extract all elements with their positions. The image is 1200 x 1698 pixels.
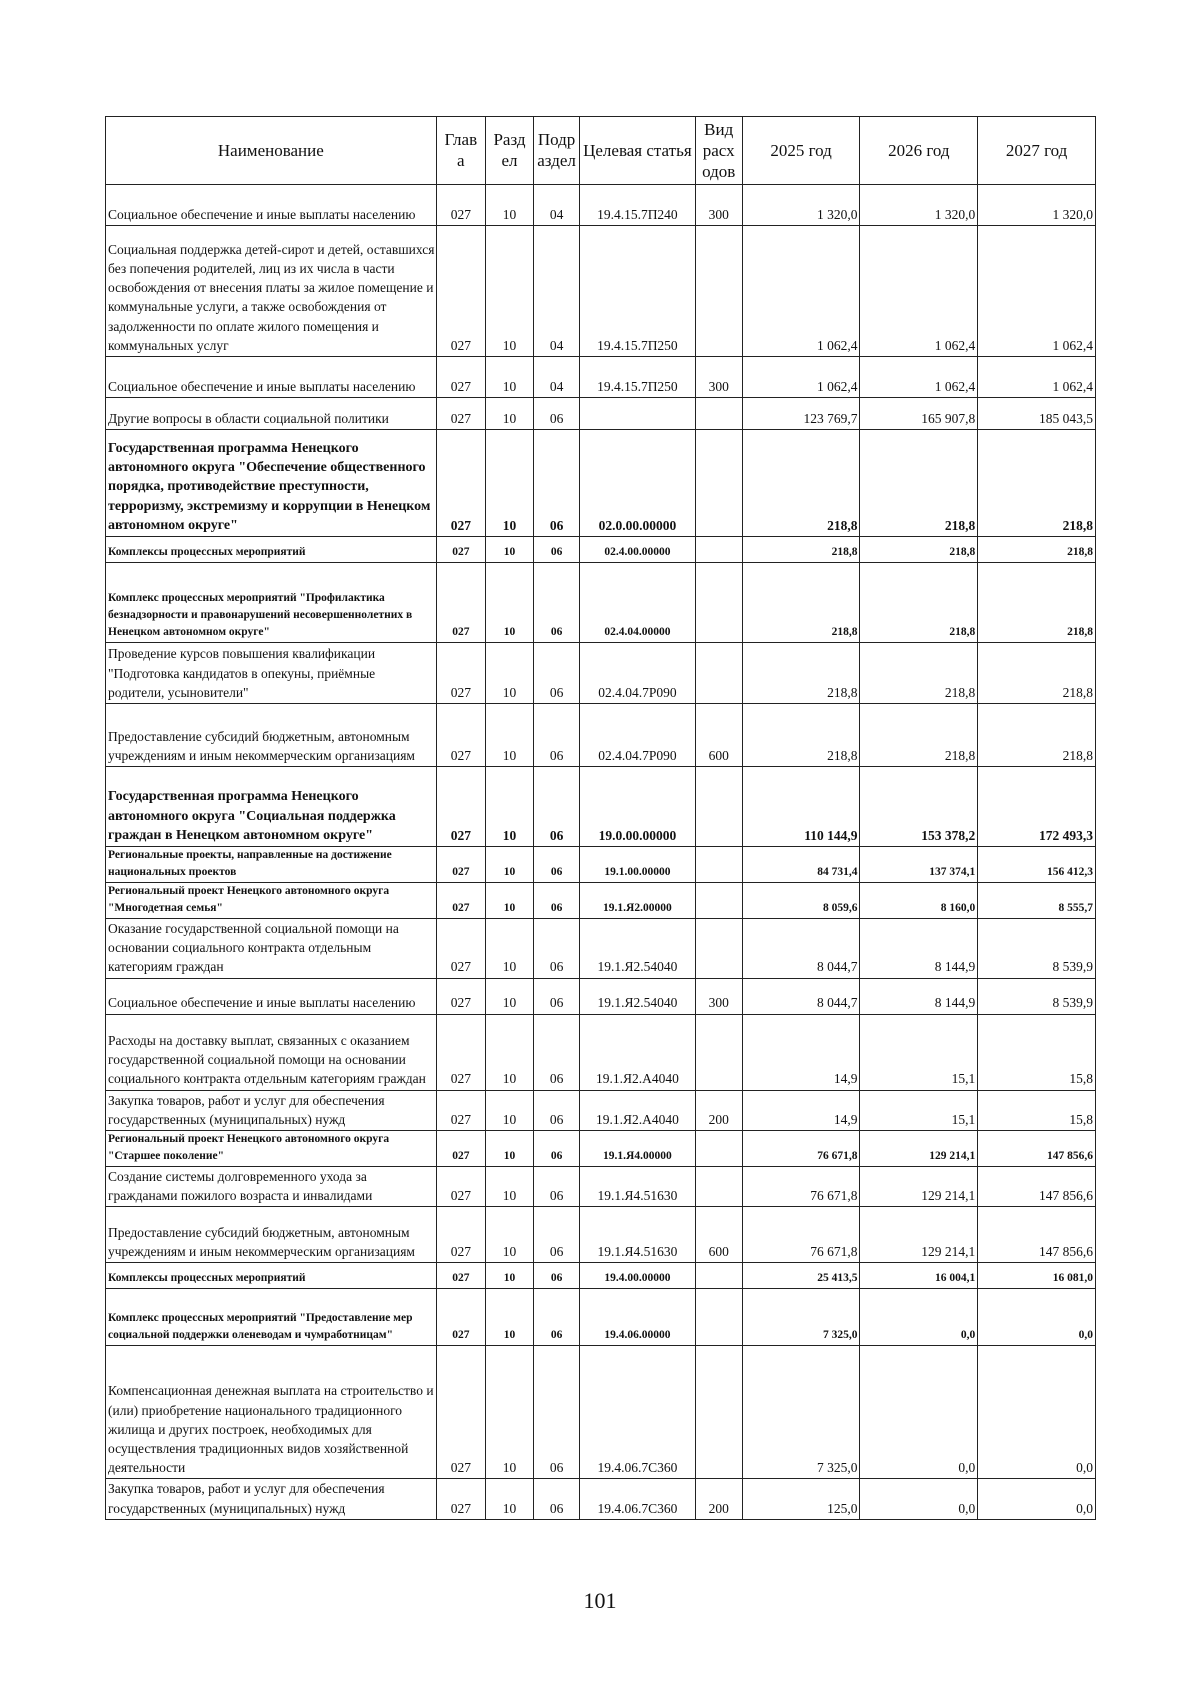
cell-y2026: 218,8 — [860, 704, 978, 767]
cell-gl: 027 — [436, 1263, 485, 1289]
cell-pr: 06 — [534, 767, 580, 847]
table-row — [106, 357, 1096, 398]
cell-rz: 10 — [485, 1346, 533, 1479]
cell-vr: 200 — [695, 1090, 742, 1130]
cell-cs: 02.0.00.00000 — [580, 430, 696, 537]
cell-cs: 02.4.04.7Р090 — [580, 643, 696, 704]
cell-y2025: 1 062,4 — [742, 226, 860, 357]
table-row — [106, 643, 1096, 704]
cell-gl: 027 — [436, 398, 485, 430]
cell-y2027: 185 043,5 — [978, 398, 1096, 430]
cell-vr: 300 — [695, 357, 742, 398]
cell-y2025: 14,9 — [742, 1014, 860, 1090]
header-glava: Глав а — [436, 117, 485, 185]
cell-gl: 027 — [436, 185, 485, 226]
cell-name: Закупка товаров, работ и услуг для обеспечения государственных (муниципальных) нужд — [106, 1479, 437, 1519]
cell-rz: 10 — [485, 847, 533, 883]
cell-rz: 10 — [485, 357, 533, 398]
cell-rz: 10 — [485, 1090, 533, 1130]
cell-y2027: 0,0 — [978, 1346, 1096, 1479]
cell-y2025: 7 325,0 — [742, 1289, 860, 1346]
table-row — [106, 537, 1096, 563]
cell-name: Комплекс процессных мероприятий "Профилактика безнадзорности и правонарушений несовершеннолетних в Ненецком автономном округе" — [106, 563, 437, 643]
cell-name: Закупка товаров, работ и услуг для обеспечения государственных (муниципальных) нужд — [106, 1090, 437, 1130]
cell-name: Региональный проект Ненецкого автономного округа "Старшее поколение" — [106, 1131, 437, 1167]
cell-name: Социальное обеспечение и иные выплаты населению — [106, 978, 437, 1014]
cell-vr — [695, 563, 742, 643]
cell-y2026: 218,8 — [860, 430, 978, 537]
cell-y2025: 218,8 — [742, 430, 860, 537]
cell-rz: 10 — [485, 1167, 533, 1207]
cell-pr: 06 — [534, 1289, 580, 1346]
cell-vr — [695, 883, 742, 919]
cell-pr: 04 — [534, 357, 580, 398]
cell-pr: 06 — [534, 430, 580, 537]
cell-y2025: 8 044,7 — [742, 978, 860, 1014]
cell-vr: 600 — [695, 1207, 742, 1263]
table-row — [106, 1014, 1096, 1090]
cell-rz: 10 — [485, 704, 533, 767]
cell-vr — [695, 1263, 742, 1289]
cell-rz: 10 — [485, 563, 533, 643]
cell-pr: 06 — [534, 643, 580, 704]
cell-vr: 600 — [695, 704, 742, 767]
cell-pr: 06 — [534, 1014, 580, 1090]
cell-y2027: 218,8 — [978, 704, 1096, 767]
table-row — [106, 847, 1096, 883]
cell-cs: 02.4.04.00000 — [580, 563, 696, 643]
cell-y2026: 137 374,1 — [860, 847, 978, 883]
cell-y2027: 1 320,0 — [978, 185, 1096, 226]
budget-table-wrapper — [105, 116, 1096, 1520]
cell-rz: 10 — [485, 1289, 533, 1346]
cell-rz: 10 — [485, 1207, 533, 1263]
cell-rz: 10 — [485, 430, 533, 537]
cell-y2026: 8 144,9 — [860, 919, 978, 979]
cell-y2026: 153 378,2 — [860, 767, 978, 847]
cell-y2027: 8 555,7 — [978, 883, 1096, 919]
cell-y2025: 110 144,9 — [742, 767, 860, 847]
cell-y2027: 147 856,6 — [978, 1207, 1096, 1263]
cell-gl: 027 — [436, 563, 485, 643]
cell-gl: 027 — [436, 430, 485, 537]
cell-y2027: 156 412,3 — [978, 847, 1096, 883]
cell-cs: 19.4.06.00000 — [580, 1289, 696, 1346]
cell-cs: 02.4.04.7Р090 — [580, 704, 696, 767]
cell-gl: 027 — [436, 847, 485, 883]
table-row — [106, 1346, 1096, 1479]
cell-vr — [695, 1289, 742, 1346]
table-row — [106, 704, 1096, 767]
cell-y2026: 218,8 — [860, 537, 978, 563]
cell-y2026: 0,0 — [860, 1479, 978, 1519]
cell-gl: 027 — [436, 643, 485, 704]
table-body — [106, 185, 1096, 1520]
cell-cs: 19.4.06.7С360 — [580, 1346, 696, 1479]
cell-name: Предоставление субсидий бюджетным, автономным учреждениям и иным некоммерческим организациям — [106, 704, 437, 767]
table-row — [106, 563, 1096, 643]
cell-y2025: 7 325,0 — [742, 1346, 860, 1479]
cell-name: Компенсационная денежная выплата на строительство и (или) приобретение национального традиционного жилища и других построек, необходимых для осуществления традиционных видов хозяйственной деятельности — [106, 1346, 437, 1479]
cell-y2026: 218,8 — [860, 643, 978, 704]
header-razdel: Разд ел — [485, 117, 533, 185]
cell-cs: 19.4.15.7П250 — [580, 357, 696, 398]
table-row — [106, 1167, 1096, 1207]
cell-name: Государственная программа Ненецкого автономного округа "Обеспечение общественного порядка, противодействие преступности, терроризму, экстремизму и коррупции в Ненецком автономном округе" — [106, 430, 437, 537]
table-row — [106, 1263, 1096, 1289]
cell-y2026: 129 214,1 — [860, 1167, 978, 1207]
cell-cs: 19.1.Я2.54040 — [580, 919, 696, 979]
cell-rz: 10 — [485, 1131, 533, 1167]
cell-gl: 027 — [436, 883, 485, 919]
table-row — [106, 1131, 1096, 1167]
cell-rz: 10 — [485, 978, 533, 1014]
cell-vr — [695, 847, 742, 883]
cell-cs: 19.1.Я4.51630 — [580, 1207, 696, 1263]
table-row — [106, 1090, 1096, 1130]
cell-vr — [695, 1167, 742, 1207]
header-year-2026: 2026 год — [860, 117, 978, 185]
cell-name: Предоставление субсидий бюджетным, автономным учреждениям и иным некоммерческим организациям — [106, 1207, 437, 1263]
cell-y2025: 218,8 — [742, 537, 860, 563]
cell-y2027: 15,8 — [978, 1014, 1096, 1090]
cell-y2026: 8 144,9 — [860, 978, 978, 1014]
header-year-2025: 2025 год — [742, 117, 860, 185]
cell-name: Региональные проекты, направленные на достижение национальных проектов — [106, 847, 437, 883]
cell-y2027: 147 856,6 — [978, 1131, 1096, 1167]
cell-gl: 027 — [436, 1131, 485, 1167]
cell-cs: 19.4.00.00000 — [580, 1263, 696, 1289]
cell-gl: 027 — [436, 704, 485, 767]
cell-name: Социальная поддержка детей-сирот и детей, оставшихся без попечения родителей, лиц из их числа в части освобождения от внесения платы за жилое помещение и коммунальные услуги, а также освобождения от задолженности по оплате жилого помещения и коммунальных услуг — [106, 226, 437, 357]
cell-pr: 06 — [534, 883, 580, 919]
cell-name: Проведение курсов повышения квалификации "Подготовка кандидатов в опекуны, приёмные родители, усыновители" — [106, 643, 437, 704]
cell-y2025: 123 769,7 — [742, 398, 860, 430]
cell-name: Расходы на доставку выплат, связанных с оказанием государственной социальной помощи на основании социального контракта отдельным категориям граждан — [106, 1014, 437, 1090]
cell-y2026: 129 214,1 — [860, 1207, 978, 1263]
cell-pr: 06 — [534, 1207, 580, 1263]
cell-pr: 06 — [534, 978, 580, 1014]
cell-pr: 06 — [534, 847, 580, 883]
cell-name: Оказание государственной социальной помощи на основании социального контракта отдельным категориям граждан — [106, 919, 437, 979]
cell-cs: 19.1.Я2.А4040 — [580, 1090, 696, 1130]
cell-rz: 10 — [485, 398, 533, 430]
cell-name: Региональный проект Ненецкого автономного округа "Многодетная семья" — [106, 883, 437, 919]
page-number: 101 — [583, 1588, 617, 1613]
cell-gl: 027 — [436, 1479, 485, 1519]
cell-y2025: 1 062,4 — [742, 357, 860, 398]
cell-y2025: 14,9 — [742, 1090, 860, 1130]
cell-cs: 19.1.Я2.54040 — [580, 978, 696, 1014]
cell-y2026: 15,1 — [860, 1014, 978, 1090]
cell-pr: 06 — [534, 1346, 580, 1479]
cell-y2026: 0,0 — [860, 1289, 978, 1346]
cell-y2026: 218,8 — [860, 563, 978, 643]
cell-y2027: 172 493,3 — [978, 767, 1096, 847]
cell-rz: 10 — [485, 919, 533, 979]
cell-pr: 04 — [534, 226, 580, 357]
cell-pr: 06 — [534, 563, 580, 643]
cell-rz: 10 — [485, 1479, 533, 1519]
cell-y2025: 125,0 — [742, 1479, 860, 1519]
cell-y2025: 218,8 — [742, 704, 860, 767]
cell-y2027: 16 081,0 — [978, 1263, 1096, 1289]
header-expense-type: Вид расх одов — [695, 117, 742, 185]
cell-y2027: 147 856,6 — [978, 1167, 1096, 1207]
header-name: Наименование — [106, 117, 437, 185]
cell-y2027: 218,8 — [978, 563, 1096, 643]
cell-y2025: 8 059,6 — [742, 883, 860, 919]
table-row — [106, 1289, 1096, 1346]
cell-pr: 06 — [534, 537, 580, 563]
table-row — [106, 919, 1096, 979]
cell-rz: 10 — [485, 1263, 533, 1289]
cell-pr: 06 — [534, 1479, 580, 1519]
cell-name: Создание системы долговременного ухода за гражданами пожилого возраста и инвалидами — [106, 1167, 437, 1207]
cell-cs: 19.1.00.00000 — [580, 847, 696, 883]
cell-vr — [695, 643, 742, 704]
header-podrazdel: Подр аздел — [534, 117, 580, 185]
cell-y2025: 218,8 — [742, 643, 860, 704]
cell-y2026: 15,1 — [860, 1090, 978, 1130]
cell-gl: 027 — [436, 767, 485, 847]
cell-gl: 027 — [436, 1167, 485, 1207]
cell-y2025: 76 671,8 — [742, 1131, 860, 1167]
table-row — [106, 883, 1096, 919]
cell-rz: 10 — [485, 643, 533, 704]
cell-cs — [580, 398, 696, 430]
cell-y2026: 1 062,4 — [860, 226, 978, 357]
cell-gl: 027 — [436, 919, 485, 979]
cell-vr: 300 — [695, 185, 742, 226]
cell-y2027: 8 539,9 — [978, 919, 1096, 979]
cell-y2026: 1 320,0 — [860, 185, 978, 226]
cell-y2025: 84 731,4 — [742, 847, 860, 883]
table-header-row — [106, 117, 1096, 185]
cell-y2025: 8 044,7 — [742, 919, 860, 979]
cell-name: Государственная программа Ненецкого автономного округа "Социальная поддержка граждан в Ненецком автономном округе" — [106, 767, 437, 847]
cell-rz: 10 — [485, 1014, 533, 1090]
table-row — [106, 767, 1096, 847]
cell-gl: 027 — [436, 978, 485, 1014]
cell-y2027: 1 062,4 — [978, 226, 1096, 357]
table-row — [106, 398, 1096, 430]
cell-vr — [695, 398, 742, 430]
cell-pr: 06 — [534, 1263, 580, 1289]
table-row — [106, 978, 1096, 1014]
cell-rz: 10 — [485, 226, 533, 357]
cell-gl: 027 — [436, 1014, 485, 1090]
cell-y2025: 76 671,8 — [742, 1207, 860, 1263]
cell-cs: 19.0.00.00000 — [580, 767, 696, 847]
cell-pr: 06 — [534, 1090, 580, 1130]
cell-cs: 19.1.Я2.А4040 — [580, 1014, 696, 1090]
cell-cs: 19.1.Я4.00000 — [580, 1131, 696, 1167]
cell-gl: 027 — [436, 537, 485, 563]
cell-vr — [695, 226, 742, 357]
cell-pr: 06 — [534, 398, 580, 430]
table-row — [106, 1207, 1096, 1263]
cell-cs: 19.1.Я2.00000 — [580, 883, 696, 919]
header-target-article: Целевая статья — [580, 117, 696, 185]
cell-vr — [695, 919, 742, 979]
cell-y2026: 129 214,1 — [860, 1131, 978, 1167]
cell-cs: 19.4.06.7С360 — [580, 1479, 696, 1519]
cell-vr — [695, 537, 742, 563]
cell-name: Социальное обеспечение и иные выплаты населению — [106, 185, 437, 226]
cell-vr — [695, 430, 742, 537]
cell-rz: 10 — [485, 185, 533, 226]
cell-y2025: 25 413,5 — [742, 1263, 860, 1289]
cell-pr: 04 — [534, 185, 580, 226]
cell-y2027: 218,8 — [978, 430, 1096, 537]
table-row — [106, 185, 1096, 226]
cell-vr — [695, 1014, 742, 1090]
cell-vr — [695, 767, 742, 847]
cell-gl: 027 — [436, 226, 485, 357]
cell-y2026: 16 004,1 — [860, 1263, 978, 1289]
cell-pr: 06 — [534, 1167, 580, 1207]
cell-gl: 027 — [436, 1090, 485, 1130]
cell-y2025: 76 671,8 — [742, 1167, 860, 1207]
cell-gl: 027 — [436, 1346, 485, 1479]
cell-name: Другие вопросы в области социальной политики — [106, 398, 437, 430]
header-year-2027: 2027 год — [978, 117, 1096, 185]
cell-rz: 10 — [485, 537, 533, 563]
cell-y2027: 218,8 — [978, 537, 1096, 563]
table-row — [106, 430, 1096, 537]
cell-vr — [695, 1131, 742, 1167]
cell-gl: 027 — [436, 357, 485, 398]
cell-y2027: 0,0 — [978, 1479, 1096, 1519]
cell-cs: 19.1.Я4.51630 — [580, 1167, 696, 1207]
cell-name: Социальное обеспечение и иные выплаты населению — [106, 357, 437, 398]
cell-name: Комплексы процессных мероприятий — [106, 1263, 437, 1289]
cell-vr: 200 — [695, 1479, 742, 1519]
cell-gl: 027 — [436, 1207, 485, 1263]
cell-y2025: 218,8 — [742, 563, 860, 643]
cell-y2026: 8 160,0 — [860, 883, 978, 919]
cell-cs: 19.4.15.7П250 — [580, 226, 696, 357]
budget-table — [105, 116, 1096, 1520]
cell-name: Комплексы процессных мероприятий — [106, 537, 437, 563]
cell-y2027: 218,8 — [978, 643, 1096, 704]
cell-rz: 10 — [485, 767, 533, 847]
cell-rz: 10 — [485, 883, 533, 919]
table-row — [106, 226, 1096, 357]
cell-pr: 06 — [534, 1131, 580, 1167]
cell-y2027: 15,8 — [978, 1090, 1096, 1130]
cell-cs: 19.4.15.7П240 — [580, 185, 696, 226]
cell-vr — [695, 1346, 742, 1479]
cell-cs: 02.4.00.00000 — [580, 537, 696, 563]
cell-pr: 06 — [534, 919, 580, 979]
cell-y2027: 0,0 — [978, 1289, 1096, 1346]
cell-y2025: 1 320,0 — [742, 185, 860, 226]
cell-gl: 027 — [436, 1289, 485, 1346]
cell-vr: 300 — [695, 978, 742, 1014]
cell-y2026: 165 907,8 — [860, 398, 978, 430]
cell-name: Комплекс процессных мероприятий "Предоставление мер социальной поддержки оленеводам и чумработницам" — [106, 1289, 437, 1346]
cell-y2026: 1 062,4 — [860, 357, 978, 398]
cell-y2027: 1 062,4 — [978, 357, 1096, 398]
cell-y2026: 0,0 — [860, 1346, 978, 1479]
table-row — [106, 1479, 1096, 1519]
cell-pr: 06 — [534, 704, 580, 767]
cell-y2027: 8 539,9 — [978, 978, 1096, 1014]
